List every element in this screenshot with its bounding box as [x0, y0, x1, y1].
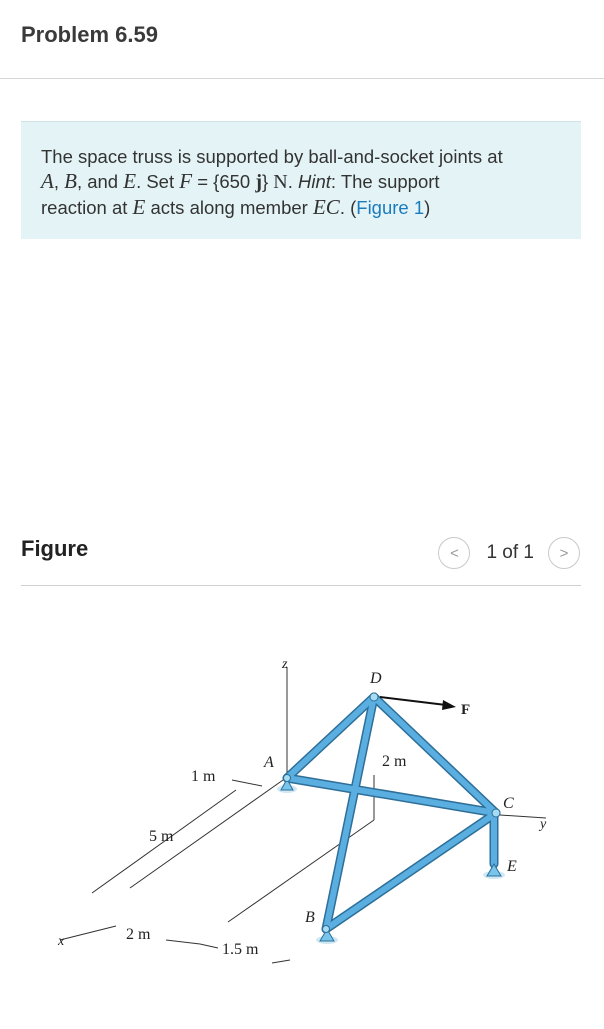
- problem-text: }: [262, 171, 269, 192]
- two-m-dimension: [166, 940, 200, 944]
- next-figure-button[interactable]: [548, 537, 580, 569]
- problem-text: : The support: [330, 171, 440, 192]
- member-outlines: [287, 697, 496, 929]
- problem-text: . Set: [136, 171, 180, 192]
- math-B: B: [64, 169, 77, 193]
- problem-statement: [21, 121, 581, 239]
- problem-text: ): [424, 197, 431, 218]
- problem-text: reaction at: [41, 197, 133, 218]
- problem-text: acts along member: [145, 197, 313, 218]
- prev-figure-button[interactable]: [438, 537, 470, 569]
- label-2m-bottom: 2 m: [126, 926, 151, 943]
- label-A: A: [264, 754, 274, 771]
- math-E: E: [123, 169, 137, 193]
- problem-text: ,: [53, 171, 65, 192]
- label-B: B: [305, 909, 315, 926]
- pager-text: 1 of 1: [486, 542, 534, 563]
- chevron-right-icon: >: [559, 544, 569, 562]
- label-5m: 5 m: [149, 828, 174, 845]
- support-E: [487, 864, 501, 876]
- page-title: Problem 6.59: [21, 22, 158, 47]
- problem-text: . (: [339, 197, 357, 218]
- problem-text: = {650: [192, 171, 256, 192]
- problem-text: .: [287, 171, 298, 192]
- figure-pager: [438, 536, 580, 570]
- label-2m-top: 2 m: [382, 753, 407, 770]
- label-D: D: [370, 670, 382, 687]
- x-axis-line: [60, 926, 116, 940]
- truss-diagram: [0, 600, 604, 1024]
- label-C: C: [503, 795, 514, 812]
- one-five-m-dimension: [200, 944, 218, 948]
- figure-heading: Figure: [21, 536, 89, 561]
- math-A: A: [41, 169, 54, 193]
- math-E: E: [132, 195, 146, 219]
- label-y: y: [540, 817, 547, 832]
- figure-link[interactable]: Figure 1: [356, 197, 425, 218]
- problem-text: , and: [76, 171, 124, 192]
- force-arrow-shaft: [380, 697, 446, 705]
- joint-B: [323, 926, 330, 933]
- label-1m: 1 m: [191, 768, 216, 785]
- dimension-lines: [60, 667, 546, 963]
- math-j-vector: j: [255, 171, 263, 193]
- chevron-left-icon: <: [450, 544, 459, 562]
- joint-C: [492, 809, 500, 817]
- divider: [0, 78, 604, 79]
- label-E: E: [507, 858, 517, 875]
- joint-D: [370, 693, 378, 701]
- math-unit: N: [268, 171, 288, 193]
- truss-figure: [0, 600, 604, 1024]
- label-1-5m: 1.5 m: [222, 941, 259, 958]
- label-F: F: [461, 702, 471, 718]
- math-F: F: [179, 169, 193, 193]
- label-z: z: [282, 657, 288, 672]
- divider: [21, 585, 581, 586]
- arrowhead-icon: [442, 700, 456, 710]
- one-five-m-dimension: [272, 960, 290, 963]
- truss-members: [287, 697, 496, 929]
- joint-A: [284, 775, 291, 782]
- member-BC: [326, 813, 496, 929]
- label-x: x: [58, 934, 65, 949]
- hint-label: Hint: [297, 171, 331, 192]
- one-m-dimension: [232, 780, 262, 786]
- math-EC: EC: [312, 195, 340, 219]
- problem-text: The space truss is supported by ball-and-socket joints at: [41, 146, 503, 167]
